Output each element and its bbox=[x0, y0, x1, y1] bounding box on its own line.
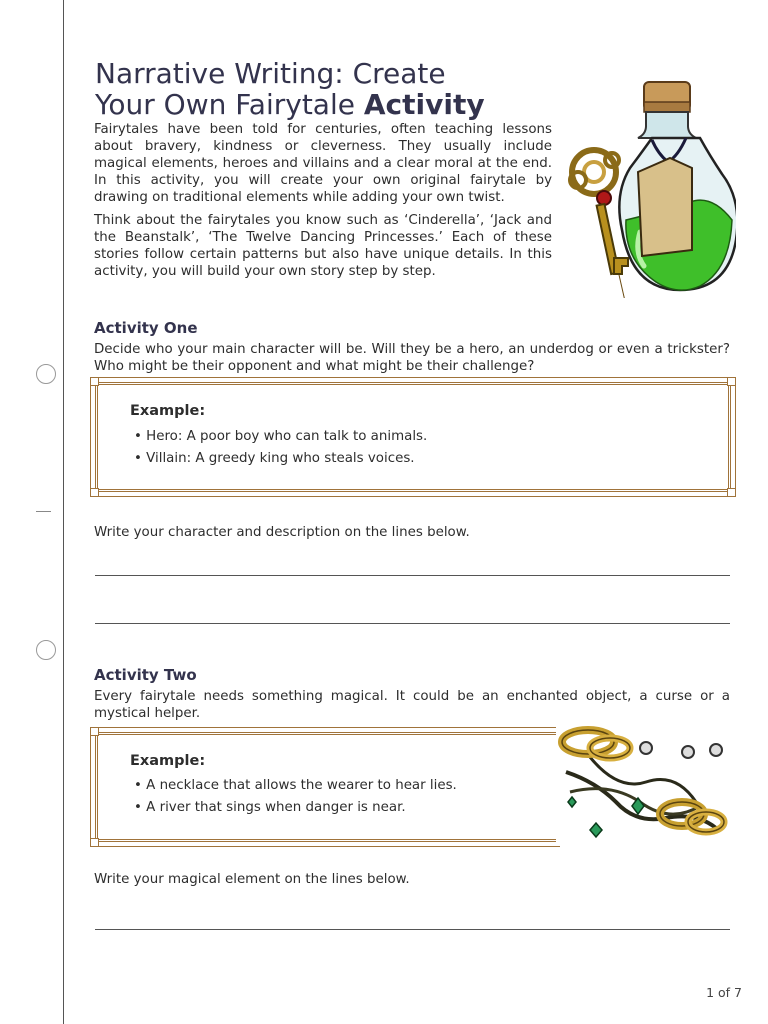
intro-paragraph-2: Think about the fairytales you know such as ‘Cinderella’, ‘Jack and the Beanstalk’, ‘The Twelve Dancing Princesses.’ Each of these stories follow certain patterns but also have unique details. In this activity, you will build your own story step by step. bbox=[94, 213, 552, 279]
activity-two-heading: Activity Two bbox=[94, 666, 197, 684]
activity-two-example-list bbox=[134, 775, 457, 819]
activity-one-example-list bbox=[134, 426, 427, 470]
writing-line[interactable] bbox=[95, 575, 730, 576]
list-item: • Villain: A greedy king who steals voices. bbox=[134, 448, 427, 470]
writing-line[interactable] bbox=[95, 929, 730, 930]
activity-two-example-label: Example: bbox=[130, 753, 206, 769]
page-margin-line bbox=[63, 0, 64, 1024]
intro-paragraph-1: Fairytales have been told for centuries, often teaching lessons about bravery, kindness or cleverness. They usually include magical elements, heroes and villains and a clear moral at the end. In this activity, you will create your own original fairytale by drawing on traditional elements while adding your own twist. bbox=[94, 122, 552, 205]
fold-mark bbox=[36, 511, 51, 512]
list-item: • Hero: A poor boy who can talk to animals. bbox=[134, 426, 427, 448]
activity-two-text: Every fairytale needs something magical. It could be an enchanted object, a curse or a mystical helper. bbox=[94, 689, 730, 721]
rings-necklace-illustration bbox=[556, 722, 734, 846]
title-bold-word: Activity bbox=[363, 88, 485, 121]
list-item: • A necklace that allows the wearer to hear lies. bbox=[134, 775, 457, 797]
activity-one-text: Decide who your main character will be. Will they be a hero, an underdog or even a trickster? Who might be their opponent and what might be their challenge? bbox=[94, 342, 730, 374]
binder-hole-2 bbox=[36, 640, 56, 660]
activity-one-instruction: Write your character and description on the lines below. bbox=[94, 525, 470, 540]
potion-bottle-illustration bbox=[566, 80, 736, 298]
page-number: 1 of 7 bbox=[706, 985, 742, 1000]
page-title bbox=[95, 58, 485, 120]
list-item: • A river that sings when danger is near. bbox=[134, 797, 457, 819]
activity-one-heading: Activity One bbox=[94, 319, 198, 337]
activity-two-instruction: Write your magical element on the lines below. bbox=[94, 872, 410, 887]
title-line-2: Your Own Fairytale bbox=[95, 88, 364, 121]
title-line-1: Narrative Writing: Create bbox=[95, 57, 446, 90]
writing-line[interactable] bbox=[95, 623, 730, 624]
activity-one-example-label: Example: bbox=[130, 403, 206, 419]
binder-hole-1 bbox=[36, 364, 56, 384]
